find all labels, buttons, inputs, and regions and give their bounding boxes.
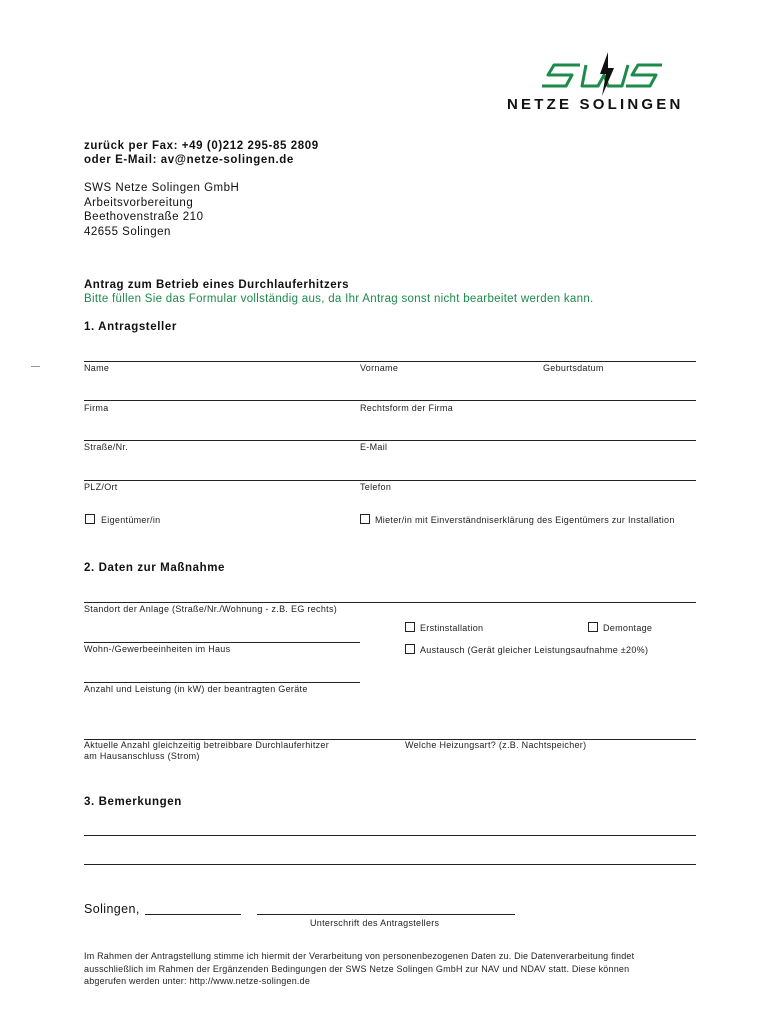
aktuelle-label-line: am Hausanschluss (Strom) <box>84 751 200 761</box>
name-label: Name <box>84 363 110 373</box>
section-2-title: 2. Daten zur Maßnahme <box>84 562 226 574</box>
section-3-title: 3. Bemerkungen <box>84 796 182 808</box>
wohneinheiten-label: Wohn-/Gewerbeeinheiten im Haus <box>84 644 231 654</box>
margin-mark <box>31 366 40 367</box>
address-line: 42655 Solingen <box>84 225 171 238</box>
erstinstallation-checkbox[interactable] <box>405 622 415 632</box>
geburtsdatum-label: Geburtsdatum <box>543 363 604 373</box>
firma-label: Firma <box>84 403 109 413</box>
firma-row-line[interactable] <box>84 400 696 401</box>
rechtsform-label: Rechtsform der Firma <box>360 403 454 413</box>
section-1-title: 1. Antragsteller <box>84 321 177 333</box>
signature-label: Unterschrift des Antragstellers <box>310 918 440 928</box>
mieter-checkbox[interactable] <box>360 514 370 524</box>
privacy-note-line: Im Rahmen der Antragstellung stimme ich hiermit der Verarbeitung von personenbezogenen Daten zu. Die Datenverarbeitung findet <box>84 951 635 961</box>
anzahl-label: Anzahl und Leistung (in kW) der beantragten Geräte <box>84 684 308 694</box>
erstinstallation-label: Erstinstallation <box>420 623 484 633</box>
demontage-checkbox[interactable] <box>588 622 598 632</box>
aktuelle-label-line: Aktuelle Anzahl gleichzeitig betreibbare Durchlauferhitzer <box>84 740 330 750</box>
austausch-label: Austausch (Gerät gleicher Leistungsaufnahme ±20%) <box>420 645 649 655</box>
wohneinheiten-line[interactable] <box>84 642 360 643</box>
strasse-row-line[interactable] <box>84 440 696 441</box>
strasse-label: Straße/Nr. <box>84 442 129 452</box>
address-block <box>84 181 239 239</box>
anzahl-line[interactable] <box>84 682 360 683</box>
signature-line[interactable] <box>257 914 515 915</box>
form-hint: Bitte füllen Sie das Formular vollständig aus, da Ihr Antrag sonst nicht bearbeitet werden kann. <box>84 293 594 305</box>
email-line: oder E-Mail: av@netze-solingen.de <box>84 154 294 166</box>
logo-wordmark: NETZE SOLINGEN <box>507 96 684 113</box>
signature-city: Solingen, <box>84 902 140 916</box>
bemerkungen-line-2[interactable] <box>84 864 696 865</box>
privacy-note-line: abgerufen werden unter: http://www.netze-solingen.de <box>84 976 311 986</box>
fax-line: zurück per Fax: +49 (0)212 295-85 2809 <box>84 140 319 152</box>
privacy-note <box>84 950 724 988</box>
heizungsart-label: Welche Heizungsart? (z.B. Nachtspeicher) <box>405 740 587 750</box>
vorname-label: Vorname <box>360 363 399 373</box>
plz-label: PLZ/Ort <box>84 482 118 492</box>
privacy-note-line: ausschließlich im Rahmen der Ergänzenden Bedingungen der SWS Netze Solingen GmbH zur NAV und NDAV statt. Diese können <box>84 963 630 974</box>
plz-row-line[interactable] <box>84 480 696 481</box>
eigentuemer-checkbox[interactable] <box>85 514 95 524</box>
date-line[interactable] <box>145 914 241 915</box>
address-line: Beethovenstraße 210 <box>84 211 204 223</box>
telefon-label: Telefon <box>360 482 392 492</box>
address-line: Arbeitsvorbereitung <box>84 196 194 209</box>
address-line: SWS Netze Solingen GmbH <box>84 182 240 194</box>
standort-label: Standort der Anlage (Straße/Nr./Wohnung - z.B. EG rechts) <box>84 604 338 614</box>
form-title: Antrag zum Betrieb eines Durchlauferhitzers <box>84 279 349 291</box>
austausch-checkbox[interactable] <box>405 644 415 654</box>
standort-line[interactable] <box>84 602 696 603</box>
aktuelle-label <box>84 740 329 762</box>
sws-logo-mark <box>542 52 668 101</box>
eigentuemer-label: Eigentümer/in <box>101 515 161 525</box>
mieter-label: Mieter/in mit Einverständniserklärung des Eigentümers zur Installation <box>375 515 675 525</box>
demontage-label: Demontage <box>603 623 653 633</box>
email-label: E-Mail <box>360 442 388 452</box>
name-row-line[interactable] <box>84 361 696 362</box>
bemerkungen-line-1[interactable] <box>84 835 696 836</box>
